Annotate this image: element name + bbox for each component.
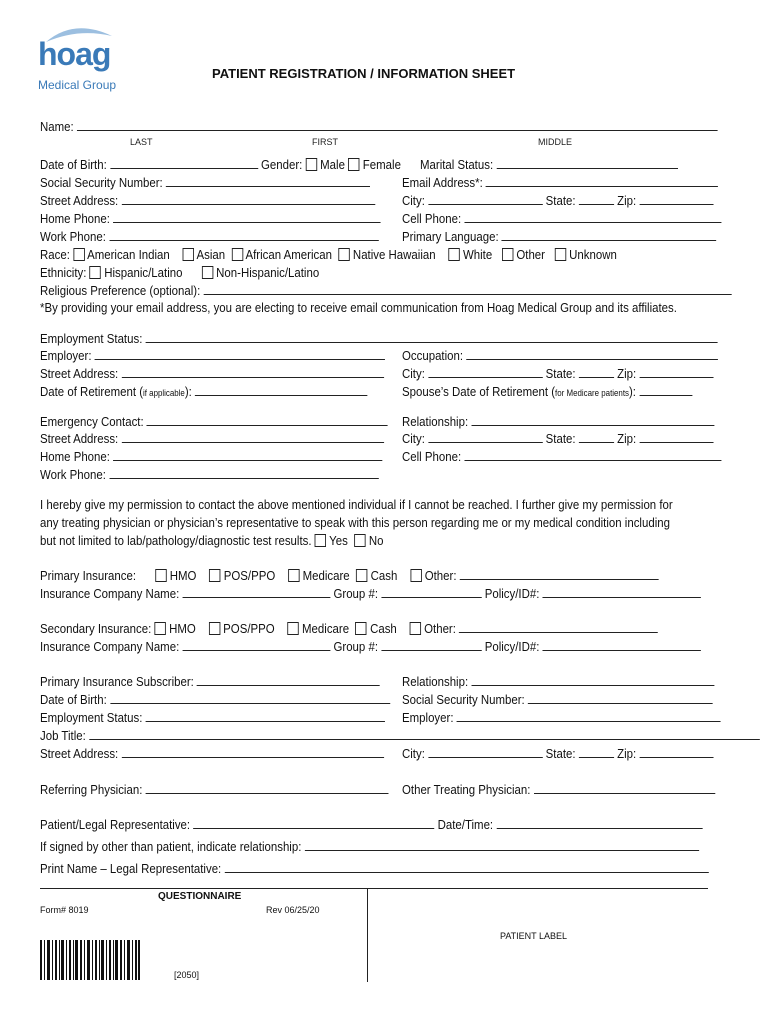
- dob-field[interactable]: [110, 156, 258, 169]
- permission-no-checkbox[interactable]: [354, 534, 365, 547]
- religion-field[interactable]: [203, 282, 731, 295]
- race-label: Race:: [40, 247, 70, 262]
- ethnicity-label: Ethnicity:: [40, 265, 87, 280]
- race-white-checkbox[interactable]: [448, 248, 459, 261]
- cell-phone-label: Cell Phone:: [402, 211, 462, 226]
- patient-label-area: PATIENT LABEL: [500, 931, 568, 941]
- subscriber-job-field[interactable]: [89, 727, 760, 740]
- logo-subtitle: Medical Group: [38, 78, 117, 92]
- ssn-label: Social Security Number:: [40, 175, 163, 190]
- logo-wordmark: hoag: [38, 36, 111, 72]
- employer-street-field[interactable]: [121, 365, 383, 378]
- emergency-street-field[interactable]: [121, 430, 383, 443]
- ethnicity-hispanic-label: Hispanic/Latino: [104, 265, 183, 280]
- state-label: State:: [545, 193, 576, 208]
- secondary-hmo-label: HMO: [169, 621, 196, 636]
- form-number: Form# 8019: [40, 905, 89, 915]
- name-sub-first: FIRST: [312, 137, 338, 147]
- employer-field[interactable]: [95, 347, 385, 360]
- race-native-hawaiian-label: Native Hawaiian: [352, 247, 436, 262]
- emergency-city-field[interactable]: [428, 430, 542, 443]
- secondary-policy-field[interactable]: [543, 638, 701, 651]
- subscriber-dob-label: Date of Birth:: [40, 692, 107, 707]
- primary-policy-label: Policy/ID#:: [484, 586, 540, 601]
- work-phone-label: Work Phone:: [40, 229, 106, 244]
- employer-street-label: Street Address:: [40, 366, 119, 381]
- emergency-state-field[interactable]: [579, 430, 614, 443]
- subscriber-state-field[interactable]: [579, 745, 614, 758]
- secondary-medicare-checkbox[interactable]: [287, 622, 298, 635]
- secondary-other-field[interactable]: [459, 620, 658, 633]
- datetime-label: Date/Time:: [437, 817, 494, 832]
- religion-label: Religious Preference (optional):: [40, 283, 201, 298]
- race-american-indian-checkbox[interactable]: [73, 248, 84, 261]
- marital-field[interactable]: [496, 156, 677, 169]
- emergency-contact-label: Emergency Contact:: [40, 414, 144, 429]
- ssn-field[interactable]: [166, 174, 370, 187]
- barcode-icon: [40, 940, 140, 980]
- secondary-other-checkbox[interactable]: [410, 622, 421, 635]
- footer-divider: [40, 888, 708, 889]
- race-unknown-label: Unknown: [569, 247, 617, 262]
- primary-medicare-checkbox[interactable]: [288, 569, 299, 582]
- emergency-work-label: Work Phone:: [40, 467, 106, 482]
- spouse-retirement-label-end: ):: [628, 384, 636, 399]
- spouse-retirement-label: Spouse’s Date of Retirement (: [402, 384, 556, 399]
- retirement-label: Date of Retirement (: [40, 384, 144, 399]
- emergency-work-field[interactable]: [109, 466, 378, 479]
- secondary-company-field[interactable]: [182, 638, 330, 651]
- subscriber-label: Primary Insurance Subscriber:: [40, 674, 194, 689]
- subscriber-city-label: City:: [402, 746, 425, 761]
- revision-date: Rev 06/25/20: [266, 905, 320, 915]
- spouse-retirement-note: for Medicare patients: [555, 388, 629, 398]
- primary-other-label: Other:: [424, 568, 457, 583]
- retirement-label-end: ):: [184, 384, 192, 399]
- name-field[interactable]: [77, 118, 718, 131]
- gender-label: Gender:: [260, 157, 303, 172]
- retirement-note: if applicable: [143, 388, 185, 398]
- secondary-policy-label: Policy/ID#:: [484, 639, 540, 654]
- emergency-relationship-field[interactable]: [471, 413, 714, 426]
- street-label: Street Address:: [40, 193, 119, 208]
- primary-policy-field[interactable]: [543, 585, 701, 598]
- subscriber-street-field[interactable]: [121, 745, 383, 758]
- employer-zip-label: Zip:: [617, 366, 637, 381]
- employment-status-label: Employment Status:: [40, 331, 143, 346]
- legal-rep-label: Patient/Legal Representative:: [40, 817, 191, 832]
- city-label: City:: [402, 193, 425, 208]
- emergency-city-label: City:: [402, 431, 425, 446]
- legal-rep-field[interactable]: [193, 816, 434, 829]
- subscriber-street-label: Street Address:: [40, 746, 119, 761]
- name-sub-middle: MIDDLE: [538, 137, 573, 147]
- secondary-posppo-checkbox[interactable]: [209, 622, 220, 635]
- email-field[interactable]: [486, 174, 718, 187]
- subscriber-relationship-field[interactable]: [471, 673, 714, 686]
- primary-company-field[interactable]: [182, 585, 330, 598]
- print-name-label: Print Name – Legal Representative:: [40, 861, 222, 876]
- emergency-cell-field[interactable]: [464, 448, 721, 461]
- street-field[interactable]: [121, 192, 374, 205]
- subscriber-city-field[interactable]: [428, 745, 542, 758]
- emergency-state-label: State:: [545, 431, 576, 446]
- subscriber-ssn-field[interactable]: [528, 691, 713, 704]
- relation-field[interactable]: [305, 838, 699, 851]
- logo: [36, 22, 136, 98]
- race-other-label: Other: [516, 247, 545, 262]
- race-unknown-checkbox[interactable]: [555, 248, 566, 261]
- primary-cash-checkbox[interactable]: [356, 569, 367, 582]
- page-title: PATIENT REGISTRATION / INFORMATION SHEET: [212, 66, 516, 81]
- secondary-posppo-label: POS/PPO: [223, 621, 275, 636]
- subscriber-dob-field[interactable]: [110, 691, 390, 704]
- secondary-cash-label: Cash: [370, 621, 397, 636]
- other-physician-field[interactable]: [534, 781, 715, 794]
- subscriber-employment-field[interactable]: [146, 709, 385, 722]
- primary-posppo-checkbox[interactable]: [209, 569, 220, 582]
- race-white-label: White: [462, 247, 493, 262]
- permission-yes-checkbox[interactable]: [315, 534, 326, 547]
- subscriber-state-label: State:: [545, 746, 576, 761]
- race-asian-checkbox[interactable]: [182, 248, 193, 261]
- emergency-contact-field[interactable]: [147, 413, 388, 426]
- state-field[interactable]: [579, 192, 614, 205]
- race-african-american-checkbox[interactable]: [231, 248, 242, 261]
- permission-line-3: but not limited to lab/pathology/diagnostic test results.: [40, 533, 312, 548]
- primary-group-label: Group #:: [333, 586, 379, 601]
- occupation-field[interactable]: [466, 347, 718, 360]
- datetime-field[interactable]: [496, 816, 702, 829]
- email-note: *By providing your email address, you are electing to receive email communication from Hoag Medical Group and its affiliates.: [40, 300, 677, 315]
- female-label: Female: [362, 157, 401, 172]
- dob-label: Date of Birth:: [40, 157, 107, 172]
- race-other-checkbox[interactable]: [502, 248, 513, 261]
- secondary-insurance-label: Secondary Insurance:: [40, 621, 152, 636]
- other-physician-label: Other Treating Physician:: [402, 782, 531, 797]
- employer-state-label: State:: [545, 366, 576, 381]
- name-label: Name:: [40, 119, 74, 134]
- permission-yes-label: Yes: [329, 533, 348, 548]
- primary-other-checkbox[interactable]: [410, 569, 421, 582]
- subscriber-employer-field[interactable]: [457, 709, 721, 722]
- ethnicity-non-hispanic-checkbox[interactable]: [202, 266, 213, 279]
- spouse-retirement-field[interactable]: [639, 383, 692, 396]
- marital-label: Marital Status:: [420, 157, 494, 172]
- employer-city-field[interactable]: [428, 365, 542, 378]
- referring-physician-label: Referring Physician:: [40, 782, 143, 797]
- home-phone-field[interactable]: [113, 210, 381, 223]
- race-american-indian-label: American Indian: [87, 247, 170, 262]
- secondary-company-label: Insurance Company Name:: [40, 639, 180, 654]
- email-label: Email Address*:: [402, 175, 483, 190]
- city-field[interactable]: [428, 192, 542, 205]
- secondary-medicare-label: Medicare: [302, 621, 350, 636]
- secondary-hmo-checkbox[interactable]: [154, 622, 165, 635]
- secondary-other-label: Other:: [424, 621, 456, 636]
- male-label: Male: [320, 157, 345, 172]
- emergency-cell-label: Cell Phone:: [402, 449, 462, 464]
- secondary-group-label: Group #:: [333, 639, 379, 654]
- home-phone-label: Home Phone:: [40, 211, 110, 226]
- permission-no-label: No: [368, 533, 384, 548]
- ethnicity-hispanic-checkbox[interactable]: [90, 266, 101, 279]
- cell-phone-field[interactable]: [464, 210, 721, 223]
- subscriber-job-label: Job Title:: [40, 728, 86, 743]
- primary-company-label: Insurance Company Name:: [40, 586, 180, 601]
- emergency-street-label: Street Address:: [40, 431, 119, 446]
- subscriber-zip-label: Zip:: [617, 746, 637, 761]
- subscriber-relationship-label: Relationship:: [402, 674, 469, 689]
- secondary-group-field[interactable]: [381, 638, 481, 651]
- work-phone-field[interactable]: [109, 228, 378, 241]
- employment-status-field[interactable]: [146, 330, 718, 343]
- language-label: Primary Language:: [402, 229, 499, 244]
- subscriber-field[interactable]: [197, 673, 380, 686]
- primary-medicare-label: Medicare: [302, 568, 350, 583]
- subscriber-zip-field[interactable]: [639, 745, 713, 758]
- female-checkbox[interactable]: [348, 158, 359, 171]
- retirement-field[interactable]: [195, 383, 367, 396]
- primary-cash-label: Cash: [370, 568, 398, 583]
- primary-posppo-label: POS/PPO: [223, 568, 276, 583]
- primary-hmo-checkbox[interactable]: [155, 569, 166, 582]
- zip-label: Zip:: [617, 193, 637, 208]
- ethnicity-non-hispanic-label: Non-Hispanic/Latino: [216, 265, 320, 280]
- language-field[interactable]: [502, 228, 717, 241]
- questionnaire-label: QUESTIONNAIRE: [158, 891, 242, 902]
- name-row: [40, 118, 718, 135]
- race-native-hawaiian-checkbox[interactable]: [338, 248, 349, 261]
- footer-vertical-divider: [367, 888, 368, 982]
- primary-other-field[interactable]: [460, 567, 659, 580]
- relation-label: If signed by other than patient, indicate relationship:: [40, 839, 302, 854]
- male-checkbox[interactable]: [306, 158, 317, 171]
- referring-physician-field[interactable]: [146, 781, 389, 794]
- employer-label: Employer:: [40, 348, 92, 363]
- secondary-cash-checkbox[interactable]: [355, 622, 366, 635]
- zip-field[interactable]: [639, 192, 713, 205]
- subscriber-employer-label: Employer:: [402, 710, 454, 725]
- emergency-zip-field[interactable]: [639, 430, 713, 443]
- emergency-relationship-label: Relationship:: [402, 414, 469, 429]
- primary-group-field[interactable]: [381, 585, 481, 598]
- race-asian-label: Asian: [196, 247, 226, 262]
- form-code: [2050]: [174, 970, 200, 980]
- employer-city-label: City:: [402, 366, 425, 381]
- race-african-american-label: African American: [245, 247, 332, 262]
- occupation-label: Occupation:: [402, 348, 464, 363]
- permission-line-2: any treating physician or physician’s representative to speak with this person regarding me or my medical condition including: [40, 515, 670, 530]
- print-name-field[interactable]: [224, 860, 708, 873]
- primary-insurance-label: Primary Insurance:: [40, 568, 137, 583]
- subscriber-employment-label: Employment Status:: [40, 710, 143, 725]
- emergency-home-field[interactable]: [113, 448, 382, 461]
- name-sub-last: LAST: [130, 137, 153, 147]
- emergency-home-label: Home Phone:: [40, 449, 110, 464]
- emergency-zip-label: Zip:: [617, 431, 637, 446]
- permission-line-1: I hereby give my permission to contact the above mentioned individual if I cannot be reached. I further give my permission for: [40, 497, 673, 512]
- subscriber-ssn-label: Social Security Number:: [402, 692, 525, 707]
- employer-zip-field[interactable]: [639, 365, 713, 378]
- primary-hmo-label: HMO: [169, 568, 197, 583]
- employer-state-field[interactable]: [579, 365, 614, 378]
